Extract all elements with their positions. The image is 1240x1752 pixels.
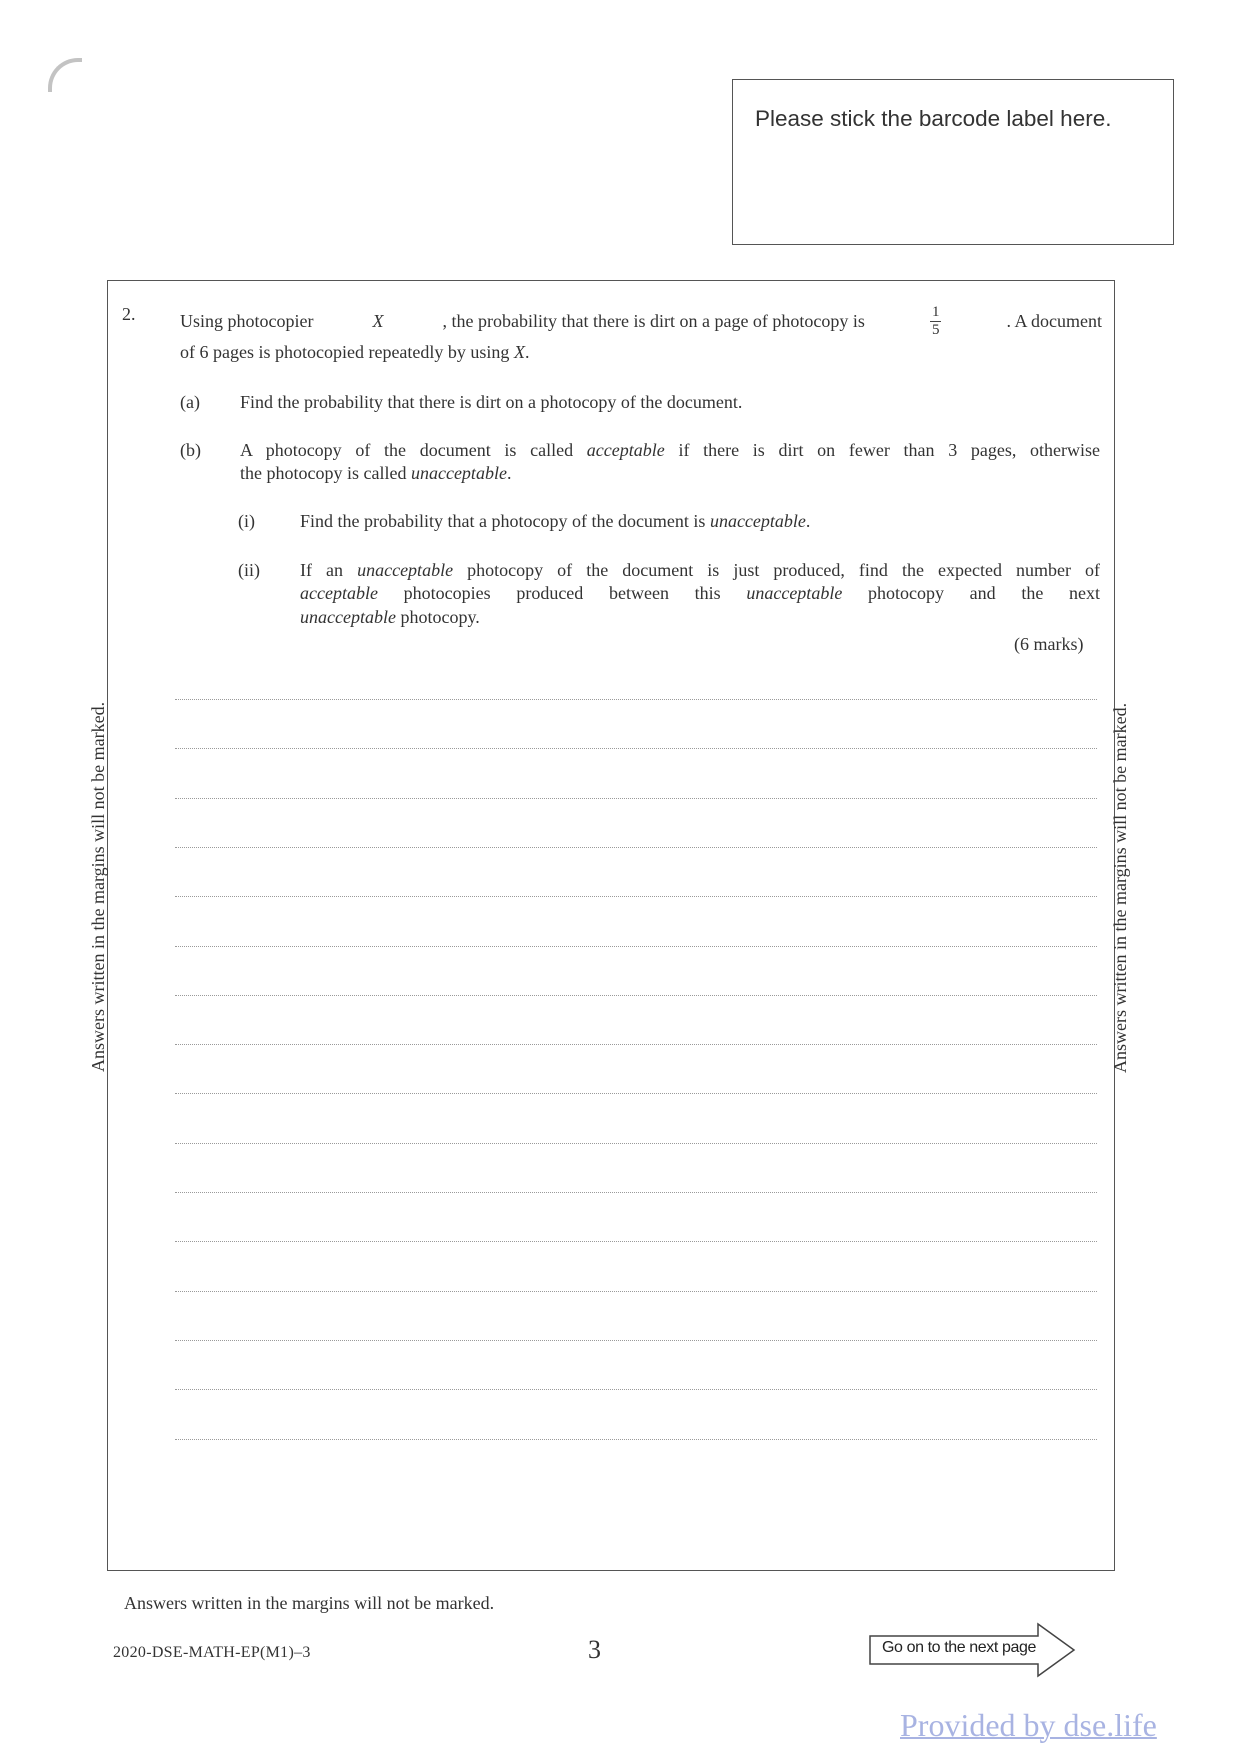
answer-line: [175, 699, 1097, 700]
answer-line: [175, 1389, 1097, 1390]
answer-line: [175, 946, 1097, 947]
part-b-line1-a: A photocopy of the document is called: [240, 440, 574, 460]
part-b-i-text-b: .: [805, 511, 811, 531]
stem-text-c: . A document: [1006, 311, 1102, 331]
part-b-line2: [240, 463, 511, 484]
right-margin-note: Answers written in the margins will not be marked.: [1110, 702, 1130, 1073]
part-b-ii-line3: [300, 607, 480, 628]
left-margin-note: Answers written in the margins will not be marked.: [88, 701, 108, 1072]
part-b-label: (b): [180, 440, 201, 460]
part-b-ii-label: (ii): [238, 560, 260, 580]
part-b-acceptable: acceptable: [586, 440, 665, 460]
next-page-label: Go on to the next page: [882, 1639, 1036, 1656]
answer-line: [175, 1044, 1097, 1045]
answer-line: [175, 1192, 1097, 1193]
part-b-i-text: [300, 511, 810, 532]
answer-line: [175, 1291, 1097, 1292]
stem2-variable: X: [513, 342, 525, 362]
answer-line: [175, 748, 1097, 749]
answer-line: [175, 1439, 1097, 1440]
stem2-text-a: of 6 pages is photocopied repeatedly by using: [180, 342, 510, 362]
question-stem-line1: [180, 304, 1102, 339]
part-b-ii-l2-acceptable: acceptable: [300, 583, 378, 603]
question-stem-line2: [180, 342, 529, 363]
part-b-ii-l2-a: photocopies produced between this: [403, 583, 721, 603]
answer-line: [175, 1241, 1097, 1242]
part-b-line1: [240, 440, 1100, 461]
answer-line: [175, 1340, 1097, 1341]
part-b-line1-b: if there is dirt on fewer than 3 pages, otherwise: [678, 440, 1101, 460]
part-b-ii-l2-b: photocopy and the next: [868, 583, 1101, 603]
answer-line: [175, 847, 1097, 848]
next-page-arrow: [868, 1622, 1078, 1678]
barcode-instruction: Please stick the barcode label here.: [755, 106, 1112, 131]
answer-line: [175, 1143, 1097, 1144]
barcode-label-box: [732, 79, 1174, 245]
part-b-i-label: (i): [238, 511, 255, 531]
marks-allocation: (6 marks): [1014, 634, 1084, 654]
fraction-numerator: 1: [931, 304, 940, 320]
stem-text-a: Using photocopier: [180, 311, 314, 331]
part-b-line2-a: the photocopy is called: [240, 463, 407, 483]
part-a-text: Find the probability that there is dirt on a photocopy of the document.: [240, 392, 743, 412]
part-b-ii-line2: [300, 583, 1100, 604]
stem2-text-b: .: [524, 342, 530, 362]
part-b-line2-b: .: [506, 463, 512, 483]
paper-code: 2020-DSE-MATH-EP(M1)–3: [113, 1644, 311, 1661]
page-number: 3: [588, 1635, 601, 1664]
answer-line: [175, 798, 1097, 799]
part-b-ii-l3-unacceptable: unacceptable: [300, 607, 396, 627]
part-b-ii-l3-b: photocopy.: [400, 607, 480, 627]
question-number: 2.: [122, 304, 136, 324]
part-a-label: (a): [180, 392, 200, 412]
part-b-ii-l1-a: If an: [300, 560, 344, 580]
part-b-ii-l1-b: photocopy of the document is just produced, find the expected number of: [467, 560, 1101, 580]
bottom-margin-note: Answers written in the margins will not be marked.: [124, 1593, 495, 1613]
part-b-i-unacceptable: unacceptable: [709, 511, 806, 531]
answer-line: [175, 995, 1097, 996]
answer-line: [175, 896, 1097, 897]
watermark-link[interactable]: Provided by dse.life: [900, 1707, 1157, 1743]
fraction-denominator: 5: [931, 322, 940, 338]
stem-variable: X: [372, 311, 384, 331]
part-b-ii-l1-unacceptable: unacceptable: [357, 560, 454, 580]
part-b-i-text-a: Find the probability that a photocopy of the document is: [300, 511, 706, 531]
part-b-unacceptable: unacceptable: [410, 463, 507, 483]
part-b-ii-line1: [300, 560, 1100, 581]
stem-text-b: , the probability that there is dirt on a page of photocopy is: [442, 311, 865, 331]
probability-fraction: [930, 304, 942, 339]
part-b-ii-l2-unacceptable: unacceptable: [746, 583, 843, 603]
scan-mark: [48, 58, 82, 92]
answer-line: [175, 1093, 1097, 1094]
